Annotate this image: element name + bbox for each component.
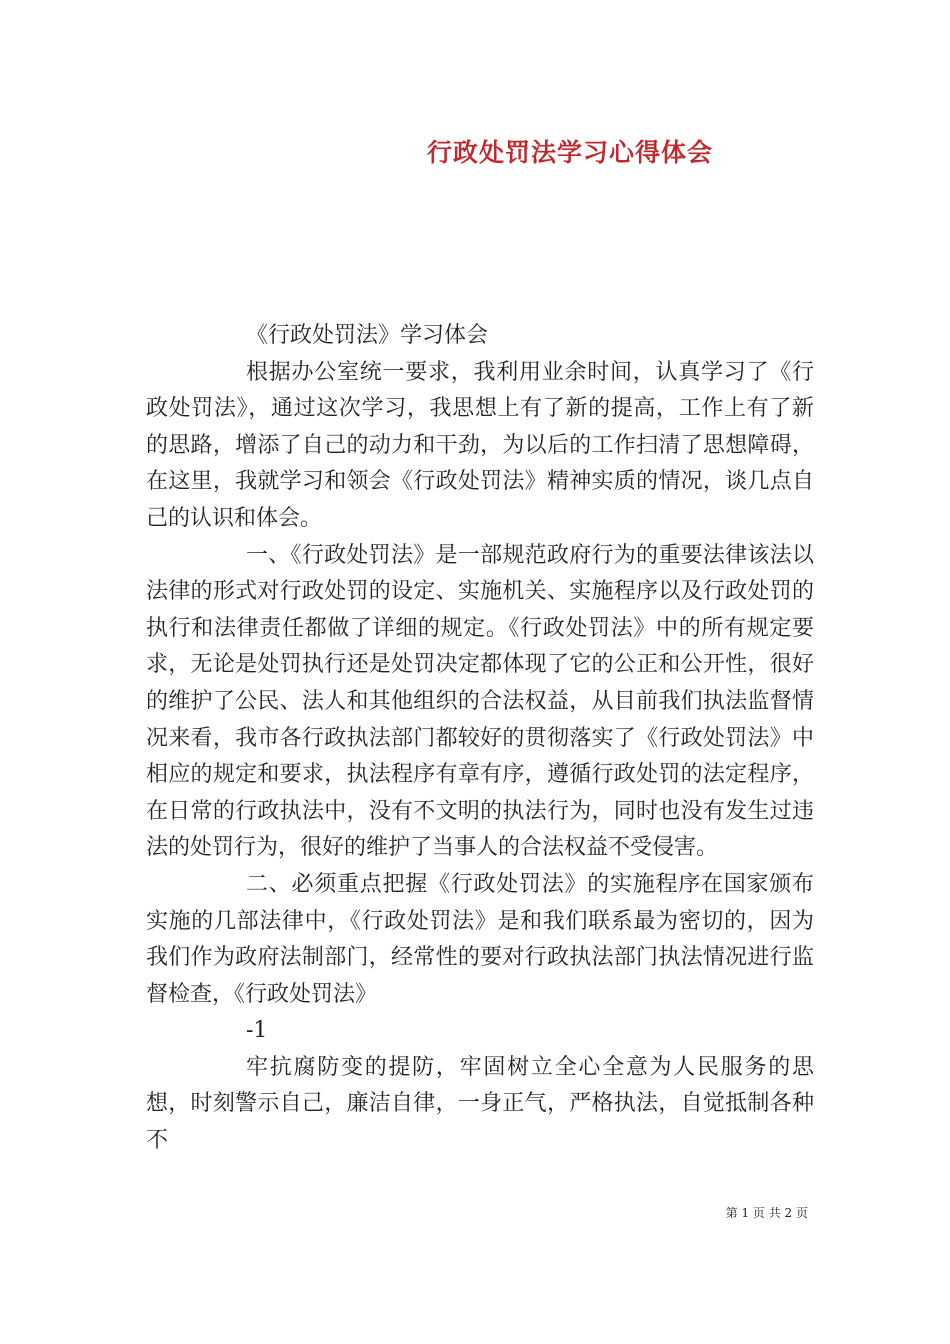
paragraph-section-one: 一、《行政处罚法》是一部规范政府行为的重要法律该法以法律的形式对行政处罚的设定、实施机关、实施程序以及行政处罚的执行和法律责任都做了详细的规定。《行政处罚法》中的所有规定要求，无论是处罚执行还是处罚决定都体现了它的公正和公开性，很好的维护了公民、法人和其他组织的合法权益，从目前我们执法监督情况来看，我市各行政执法部门都较好的贯彻落实了《行政处罚法》中相应的规定和要求，执法程序有章有序，遵循行政处罚的法定程序，在日常的行政执法中，没有不文明的执法行为，同时也没有发生过违法的处罚行为，很好的维护了当事人的合法权益不受侵害。 [146,542,814,861]
paragraph-section-two: 二、必须重点把握《行政处罚法》的实施程序在国家颁布实施的几部法律中，《行政处罚法》是和我们联系最为密切的，因为我们作为政府法制部门，经常性的要对行政执法部门执法情况进行监督检查，《行政处罚法》 [146,871,814,1007]
paragraph-page-marker: -1 [246,1018,268,1044]
paragraph-continuation: 牢抗腐防变的提防，牢固树立全心全意为人民服务的思想，时刻警示自己，廉洁自律，一身正气，严格执法，自觉抵制各种不 [146,1054,814,1154]
document-title: 行政处罚法学习心得体会 [426,138,713,167]
paragraph-intro: 根据办公室统一要求，我利用业余时间，认真学习了《行政处罚法》，通过这次学习，我思想上有了新的提高，工作上有了新的思路，增添了自己的动力和干劲，为以后的工作扫清了思想障碍，在这里，我就学习和领会《行政处罚法》精神实质的情况，谈几点自己的认识和体会。 [146,359,814,531]
document-body [146,318,814,1160]
paragraph-subtitle: 《行政处罚法》学习体会 [246,323,489,348]
page-number-footer: 第 1 页 共 2 页 [725,1206,808,1220]
